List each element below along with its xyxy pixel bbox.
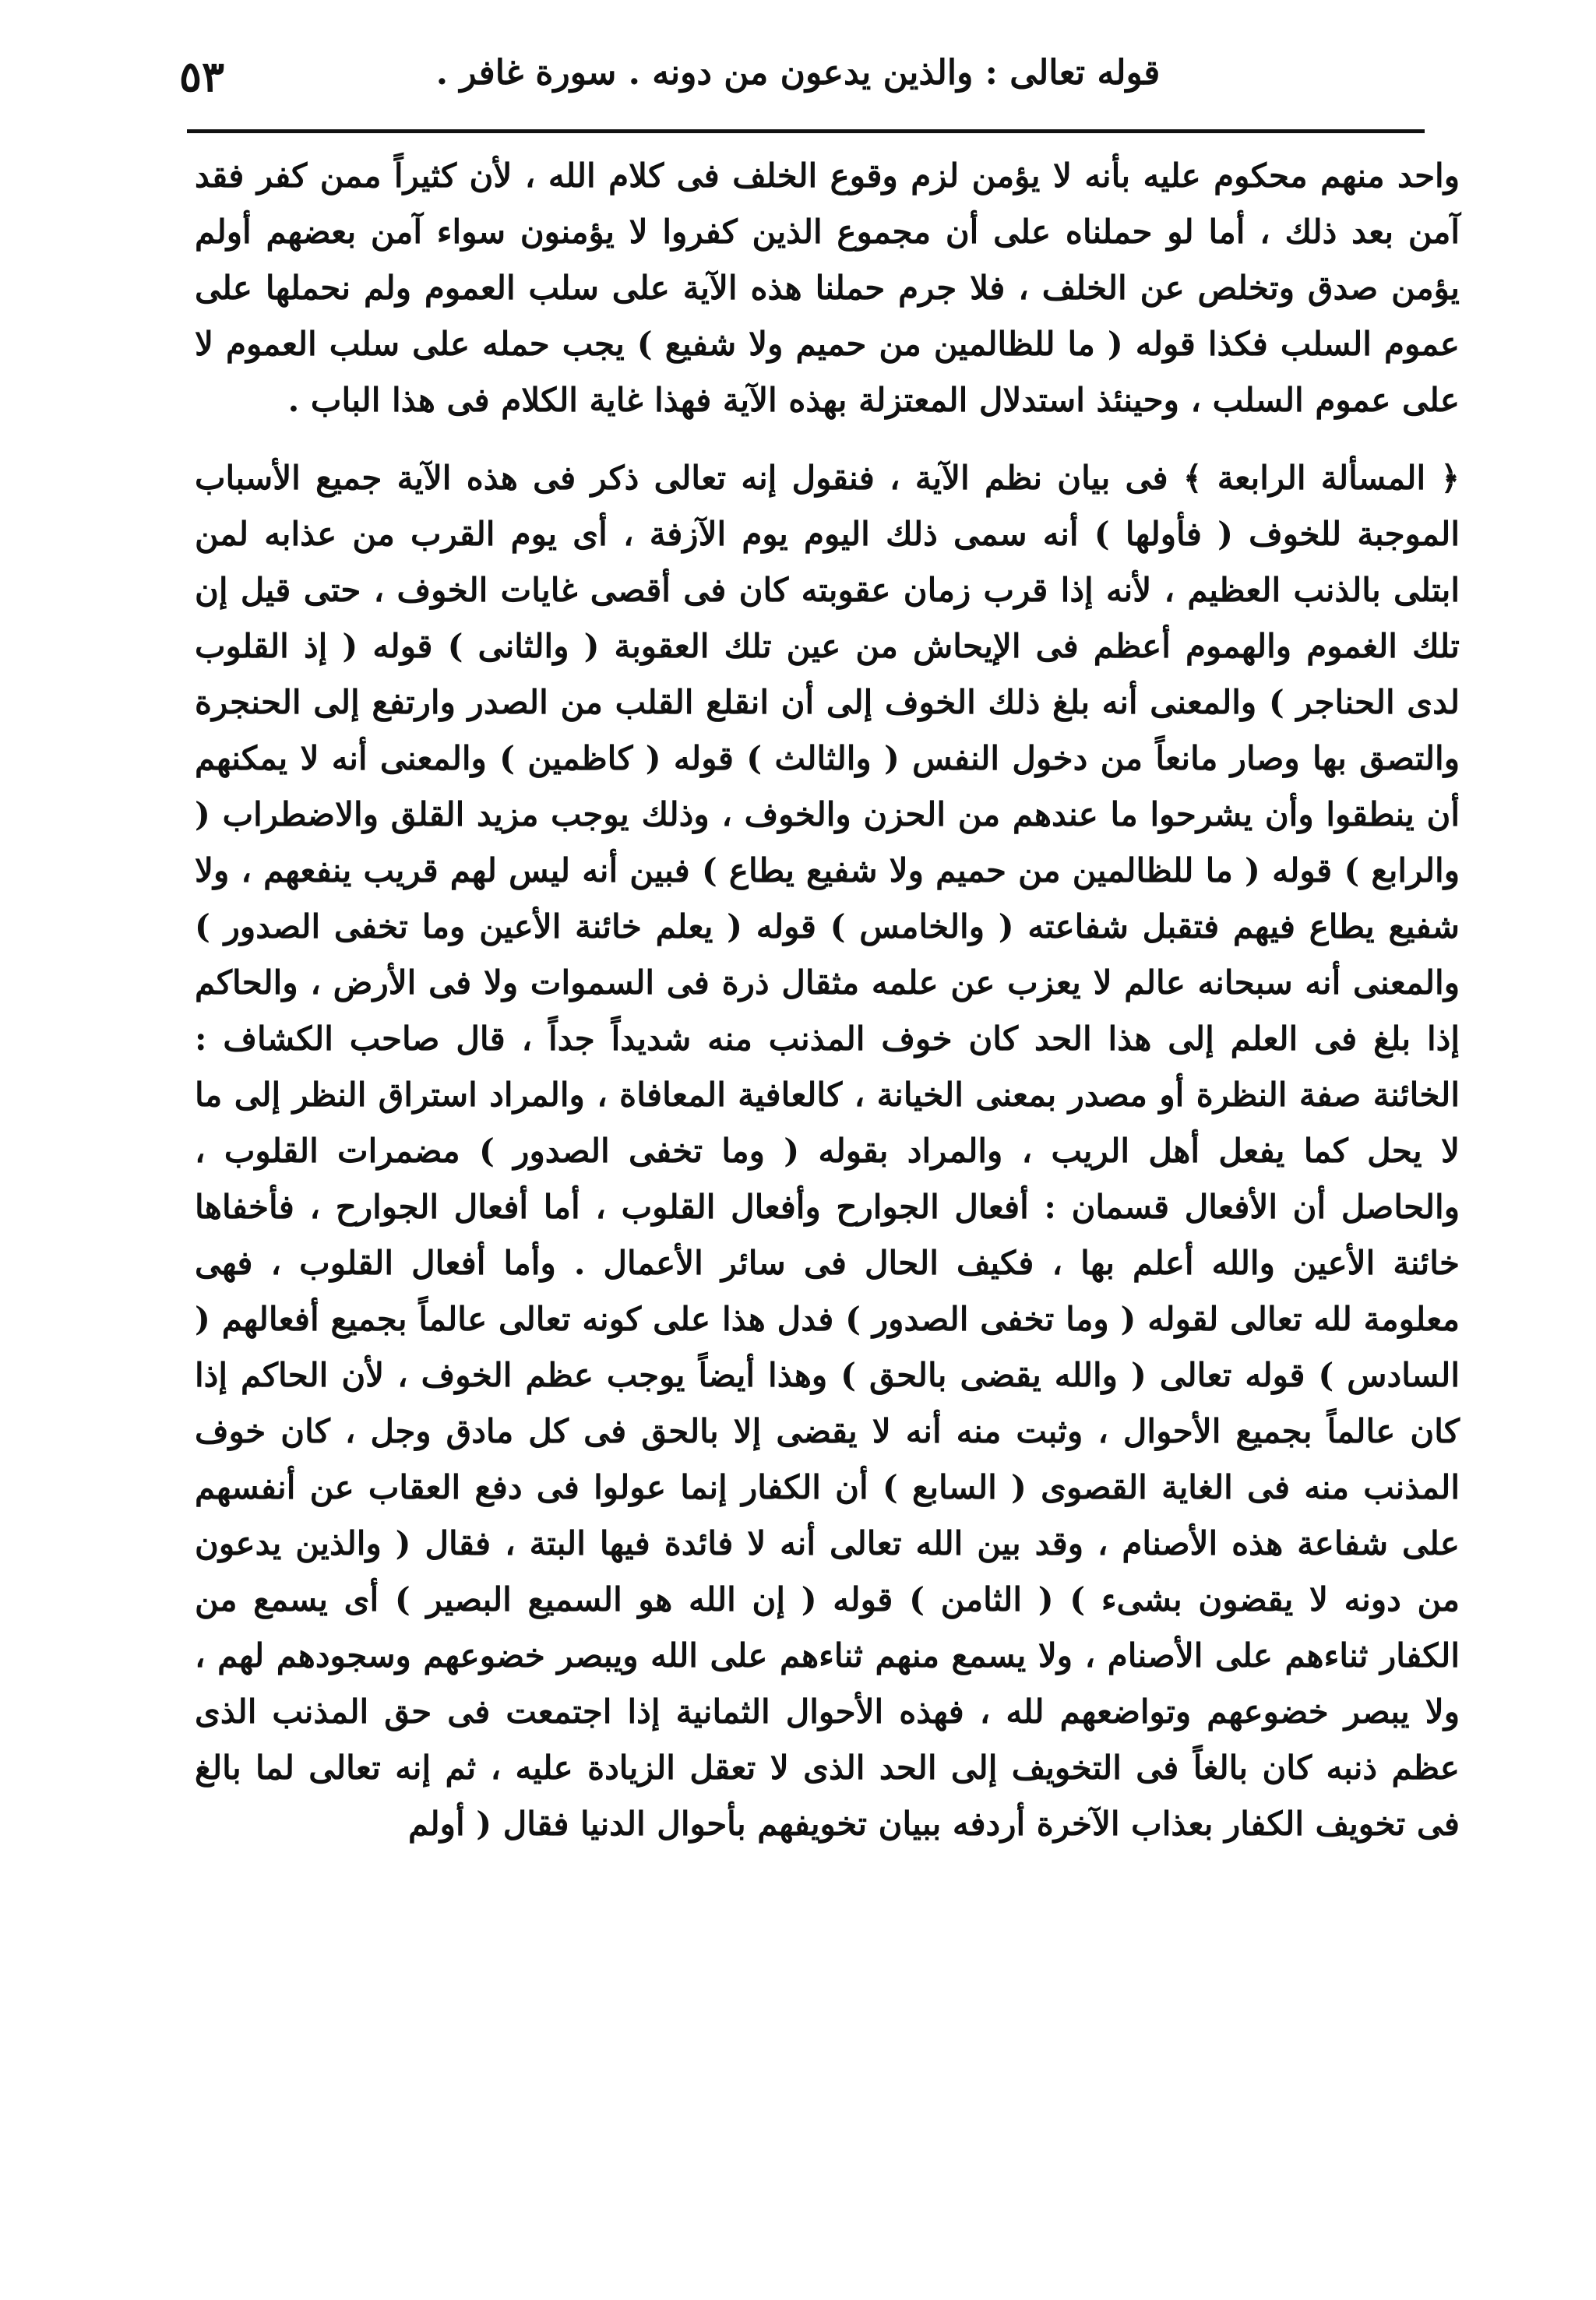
running-title: قوله تعالى : والذين يدعون من دونه . سورة غافر . bbox=[435, 53, 1161, 93]
page-number: ٥٣ bbox=[179, 51, 225, 101]
paragraph-continuation: واحد منهم محكوم عليه بأنه لا يؤمن لزم وقوع الخلف فى كلام الله ، لأن كثيراً ممن كفر فقد آمن بعد ذلك ، أما لو حملناه على أن مجموع الذين كفروا لا يؤمنون سواء آمن بعضهم أولم يؤمن صدق وتخلص عن الخلف ، فلا جرم حملنا هذه الآية على سلب العموم ولم نحملها على عموم السلب فكذا قوله ( ما للظالمين من حميم ولا شفيع ) يجب حمله على سلب العموم لا على عموم السلب ، وحينئذ استدلال المعتزلة بهذه الآية فهذا غاية الكلام فى هذا الباب . bbox=[195, 157, 1460, 419]
page-header bbox=[179, 37, 1417, 131]
main-text bbox=[195, 148, 1460, 2269]
header-rule bbox=[187, 129, 1425, 133]
paragraph-fourth-issue: ﴿ المسألة الرابعة ﴾ فى بيان نظم الآية ، فنقول إنه تعالى ذكر فى هذه الآية جميع الأسباب الموجبة للخوف ( فأولها ) أنه سمى ذلك اليوم يوم الآزفة ، أى يوم القرب من عذابه لمن ابتلى بالذنب العظيم ، لأنه إذا قرب زمان عقوبته كان فى أقصى غايات الخوف ، حتى قيل إن تلك الغموم والهموم أعظم فى الإيحاش من عين تلك العقوبة ( والثانى ) قوله ( إذ القلوب لدى الحناجر ) والمعنى أنه بلغ ذلك الخوف إلى أن انقلع القلب من الصدر وارتفع إلى الحنجرة والتصق بها وصار مانعاً من دخول النفس ( والثالث ) قوله ( كاظمين ) والمعنى أنه لا يمكنهم أن ينطقوا وأن يشرحوا ما عندهم من الحزن والخوف ، وذلك يوجب مزيد القلق والاضطراب ( والرابع ) قوله ( ما للظالمين من حميم ولا شفيع يطاع ) فبين أنه ليس لهم قريب ينفعهم ، ولا شفيع يطاع فيهم فتقبل شفاعته ( والخامس ) قوله ( يعلم خائنة الأعين وما تخفى الصدور ) والمعنى أنه سبحانه عالم لا يعزب عن علمه مثقال ذرة فى السموات ولا فى الأرض ، والحاكم إذا بلغ فى العلم إلى هذا الحد كان خوف المذنب منه شديداً جداً ، قال صاحب الكشاف : الخائنة صفة النظرة أو مصدر بمعنى الخيانة ، كالعافية المعافاة ، والمراد استراق النظر إلى ما لا يحل كما يفعل أهل الريب ، والمراد بقوله ( وما تخفى الصدور ) مضمرات القلوب ، والحاصل أن الأفعال قسمان : أفعال الجوارح وأفعال القلوب ، أما أفعال الجوارح ، فأخفاها خائنة الأعين والله أعلم بها ، فكيف الحال فى سائر الأعمال . وأما أفعال القلوب ، فهى معلومة لله تعالى لقوله ( وما تخفى الصدور ) فدل هذا على كونه تعالى عالماً بجميع أفعالهم ( السادس ) قوله تعالى ( والله يقضى بالحق ) وهذا أيضاً يوجب عظم الخوف ، لأن الحاكم إذا كان عالماً بجميع الأحوال ، وثبت منه أنه لا يقضى إلا بالحق فى كل مادق وجل ، كان خوف المذنب منه فى الغاية القصوى ( السابع ) أن الكفار إنما عولوا فى دفع العقاب عن أنفسهم على شفاعة هذه الأصنام ، وقد بين الله تعالى أنه لا فائدة فيها البتة ، فقال ( والذين يدعون من دونه لا يقضون بشىء ) ( الثامن ) قوله ( إن الله هو السميع البصير ) أى يسمع من الكفار ثناءهم على الأصنام ، ولا يسمع منهم ثناءهم على الله ويبصر خضوعهم وسجودهم لهم ، ولا يبصر خضوعهم وتواضعهم لله ، فهذه الأحوال الثمانية إذا اجتمعت فى حق المذنب الذى عظم ذنبه كان بالغاً فى التخويف إلى الحد الذى لا تعقل الزيادة عليه ، ثم إنه تعالى لما بالغ فى تخويف الكفار بعذاب الآخرة أردفه ببيان تخويفهم بأحوال الدنيا فقال ( أولم bbox=[195, 459, 1460, 1843]
